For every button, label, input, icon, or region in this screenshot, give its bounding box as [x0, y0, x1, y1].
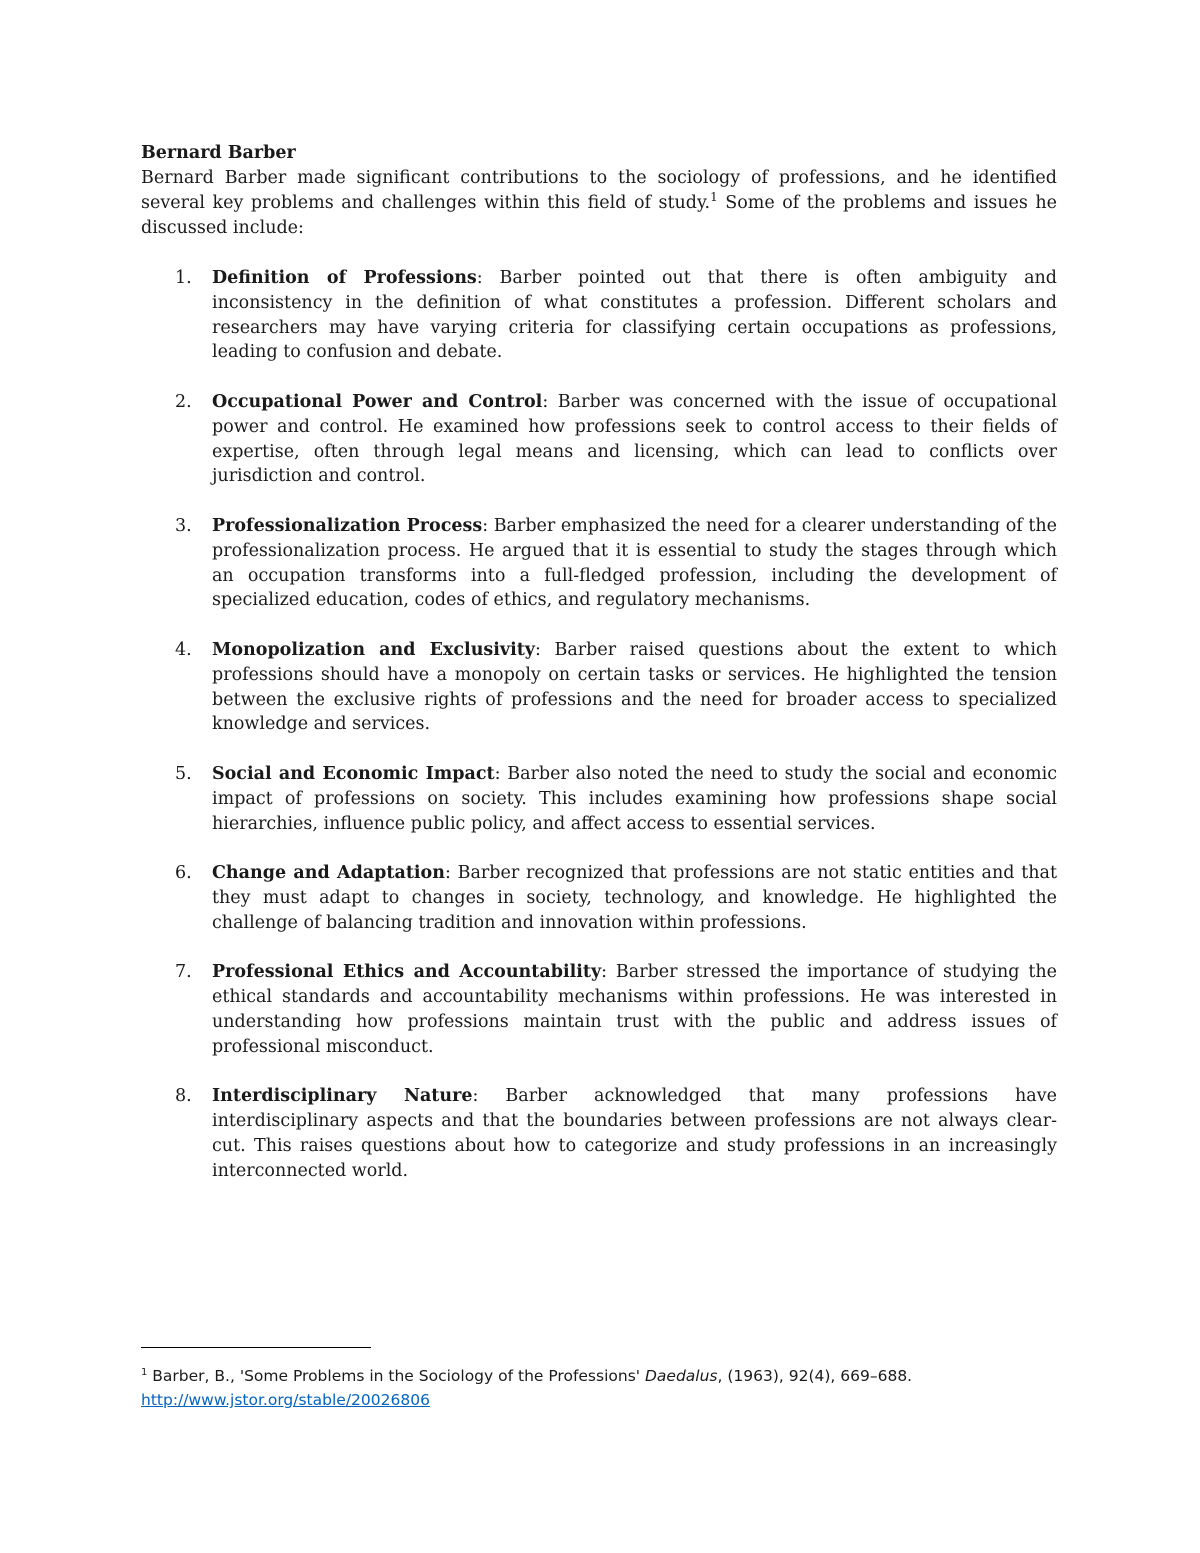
- footnote-mark: 1: [141, 1366, 148, 1378]
- list-item-text: : Barber stressed the importance of studying the ethical standards and accountability mechanisms within professions. He was interested in understanding how professions maintain trust with the public and address issues of professional misconduct.: [212, 962, 1057, 1057]
- list-item-number: 6.: [175, 863, 192, 884]
- list-item: [141, 390, 1057, 489]
- intro-text-continued: Some of the problems and issues he discussed include:: [141, 193, 1058, 238]
- list-item-text: : Barber acknowledged that many professions have interdisciplinary aspects and that the boundaries between professions are not always clear-cut. This raises questions about how to categorize and study professions in an increasingly interconnected world.: [212, 1086, 1057, 1181]
- list-item: [141, 514, 1057, 613]
- list-item: [141, 762, 1057, 836]
- intro-paragraph: [141, 166, 1057, 241]
- list-item-text: : Barber raised questions about the extent to which professions should have a monopoly on certain tasks or services. He highlighted the tension between the exclusive rights of professions and the need for broader access to specialized knowledge and services.: [212, 639, 1057, 735]
- list-item-term: Definition of Professions: [212, 268, 477, 288]
- footnote-reference-mark[interactable]: 1: [710, 190, 718, 205]
- list-item-text: : Barber pointed out that there is often ambiguity and inconsistency in the definition of what constitutes a profession. Different scholars and researchers may have varying criteria for classifying certain occupations as professions, leading to confusion and debate.: [212, 268, 1057, 363]
- list-item-number: 1.: [175, 268, 192, 288]
- list-item-number: 2.: [175, 391, 192, 412]
- list-item: [141, 266, 1057, 365]
- footnote-citation-details: , (1963), 92(4), 669–688.: [717, 1367, 913, 1385]
- list-item: [141, 861, 1057, 935]
- document-title: Bernard Barber: [141, 143, 296, 163]
- list-item-term: Professionalization Process: [212, 515, 483, 536]
- footnote-separator: [141, 1347, 371, 1348]
- footnote: [141, 1364, 1061, 1412]
- list-item-term: Monopolization and Exclusivity: [212, 639, 535, 660]
- list-item: [141, 960, 1057, 1059]
- list-item-number: 3.: [175, 515, 192, 536]
- footnote-citation: [141, 1364, 1061, 1388]
- list-item: [141, 1084, 1057, 1183]
- intro-text: Bernard Barber made significant contributions to the sociology of professions, and he identified several key problems and challenges within this field of study.: [141, 168, 1057, 213]
- list-item-number: 4.: [175, 639, 192, 660]
- list-item: [141, 638, 1057, 737]
- list-item-term: Social and Economic Impact: [212, 763, 495, 784]
- list-item-number: 5.: [175, 763, 192, 784]
- document-body: [141, 141, 1057, 1208]
- list-item-text: : Barber also noted the need to study the social and economic impact of professions on society. This includes examining how professions shape social hierarchies, influence public policy, and affect access to essential services.: [212, 763, 1058, 834]
- list-item-text: : Barber recognized that professions are not static entities and that they must adapt to changes in society, technology, and knowledge. He highlighted the challenge of balancing tradition and innovation within professions.: [212, 863, 1057, 933]
- footnote-citation-text: Barber, B., 'Some Problems in the Sociology of the Professions': [147, 1367, 645, 1385]
- list-item-term: Professional Ethics and Accountability: [212, 962, 602, 983]
- list-item-text: : Barber emphasized the need for a clearer understanding of the professionalization process. He argued that it is essential to study the stages through which an occupation transforms into a full-fledged profession, including the development of specialized education, codes of ethics, and regulatory mechanisms.: [212, 515, 1057, 611]
- problems-list: [141, 266, 1057, 1183]
- list-item-term: Occupational Power and Control: [212, 391, 543, 412]
- list-item-number: 8.: [175, 1086, 192, 1107]
- list-item-text: : Barber was concerned with the issue of occupational power and control. He examined how professions seek to control access to their fields of expertise, often through legal means and licensing, which can lead to conflicts over jurisdiction and control.: [212, 391, 1057, 487]
- list-item-term: Interdisciplinary Nature: [212, 1086, 473, 1107]
- footnote-link[interactable]: http://www.jstor.org/stable/20026806: [141, 1391, 430, 1409]
- footnote-journal: Daedalus: [644, 1367, 718, 1385]
- list-item-number: 7.: [175, 962, 192, 983]
- list-item-term: Change and Adaptation: [212, 863, 445, 884]
